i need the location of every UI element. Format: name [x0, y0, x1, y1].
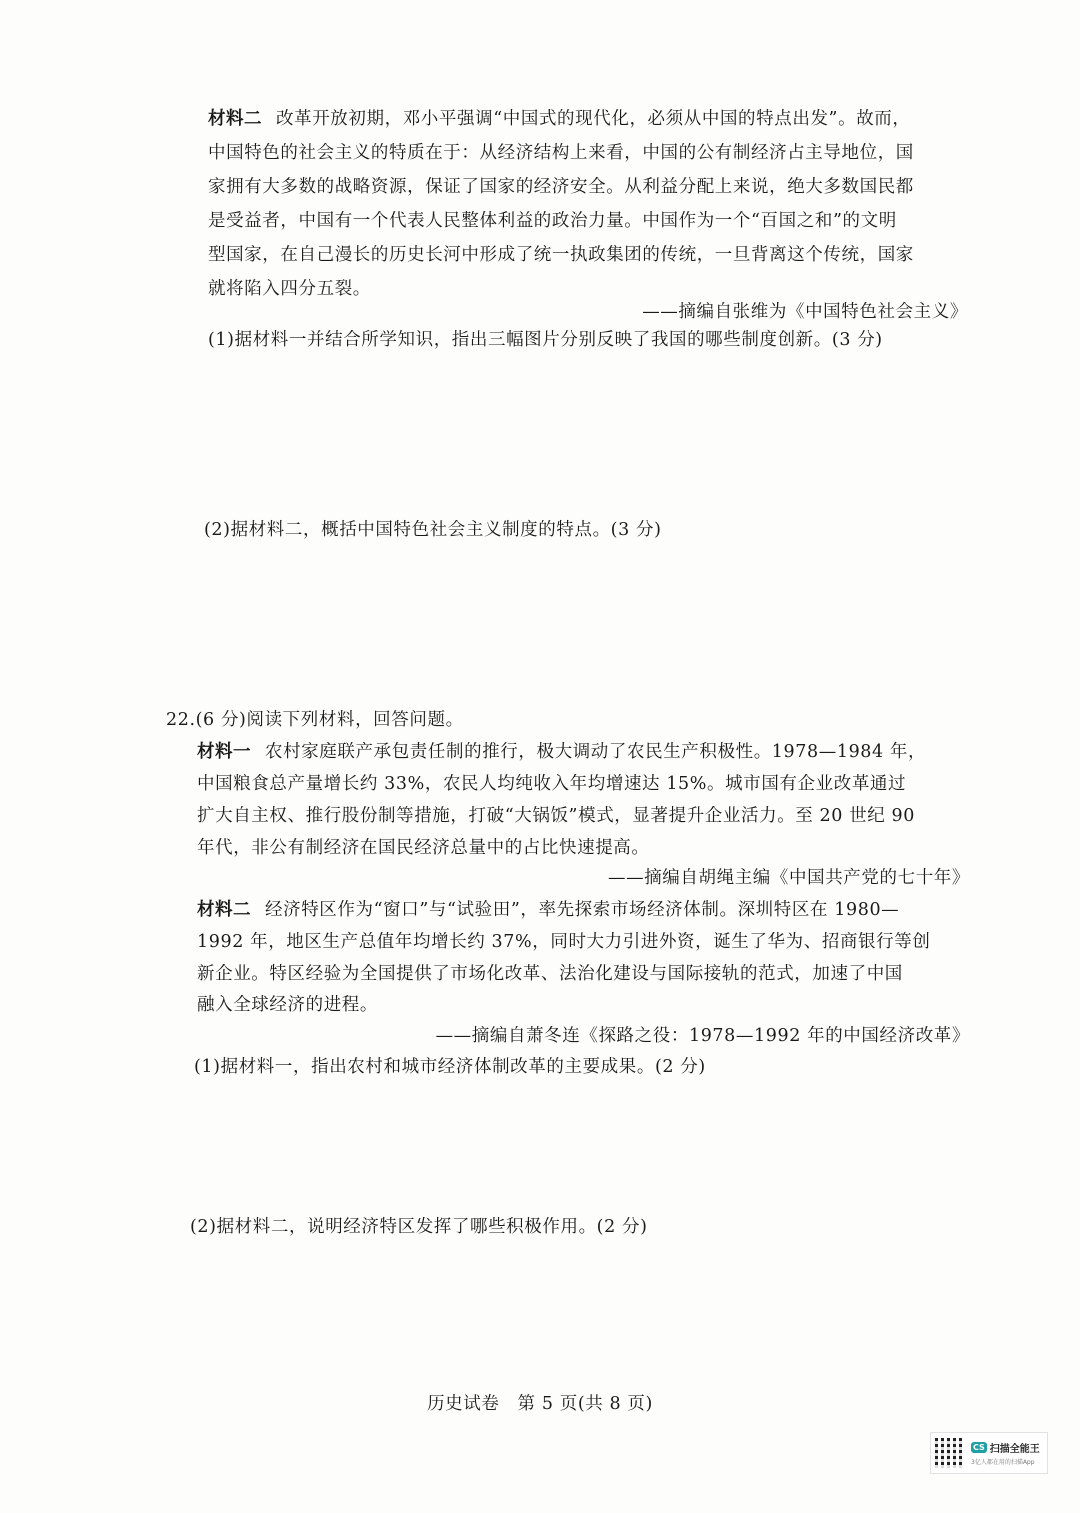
q21-m2-line-6: 就将陷入四分五裂。 [208, 279, 371, 299]
scanner-watermark [930, 1432, 1048, 1474]
q22-subquestion-1: (1)据材料一，指出农村和城市经济体制改革的主要成果。(2 分) [194, 1057, 706, 1077]
q21-subquestion-1: (1)据材料一并结合所学知识，指出三幅图片分别反映了我国的哪些制度创新。(3 分) [208, 330, 883, 350]
q22-m2-line-1: 材料二 经济特区作为“窗口”与“试验田”，率先探索市场经济体制。深圳特区在 1980— [197, 900, 900, 920]
q21-m2-line-1: 材料二 改革开放初期，邓小平强调“中国式的现代化，必须从中国的特点出发”。故而， [208, 109, 911, 129]
q21-m2-label: 材料二 [208, 109, 262, 129]
q21-m2-line-2: 中国特色的社会主义的特质在于：从经济结构上来看，中国的公有制经济占主导地位，国 [208, 143, 914, 163]
q22-m2-line-4: 融入全球经济的进程。 [197, 995, 378, 1015]
q21-m2-line-5: 型国家，在自己漫长的历史长河中形成了统一执政集团的传统，一旦背离这个传统，国家 [208, 245, 914, 265]
q22-m2-line-3: 新企业。特区经验为全国提供了市场化改革、法治化建设与国际接轨的范式，加速了中国 [197, 964, 903, 984]
q22-header: 22.(6 分)阅读下列材料，回答问题。 [166, 710, 464, 730]
q22-m2-line-2: 1992 年，地区生产总值年均增长约 37%，同时大力引进外资，诞生了华为、招商银行等创 [197, 932, 931, 952]
q22-m2-source: ——摘编自萧冬连《探路之役：1978—1992 年的中国经济改革》 [435, 1026, 970, 1046]
q22-m1-line-1: 材料一 农村家庭联产承包责任制的推行，极大调动了农民生产积极性。1978—1984 年， [197, 742, 927, 762]
q22-m1-line-2: 中国粮食总产量增长约 33%，农民人均纯收入年均增速达 15%。城市国有企业改革通过 [197, 774, 907, 794]
watermark-tagline: 3亿人都在用的扫描App [971, 1459, 1035, 1466]
q21-subquestion-2: (2)据材料二，概括中国特色社会主义制度的特点。(3 分) [204, 520, 662, 540]
q22-m1-line-4: 年代，非公有制经济在国民经济总量中的占比快速提高。 [197, 838, 650, 858]
camscanner-logo-icon: CS [973, 1443, 985, 1452]
page-footer: 历史试卷 第 5 页(共 8 页) [427, 1394, 653, 1414]
q22-m1-line-3: 扩大自主权、推行股份制等措施，打破“大锅饭”模式，显著提升企业活力。至 20 世纪 90 [197, 806, 916, 826]
q22-subquestion-2: (2)据材料二，说明经济特区发挥了哪些积极作用。(2 分) [190, 1217, 648, 1237]
q21-m2-line-4: 是受益者，中国有一个代表人民整体利益的政治力量。中国作为一个“百国之和”的文明 [208, 211, 897, 231]
q22-m1-label: 材料一 [197, 742, 251, 762]
watermark-app-name: 扫描全能王 [989, 1444, 1040, 1455]
q21-m2-line-3: 家拥有大多数的战略资源，保证了国家的经济安全。从利益分配上来说，绝大多数国民都 [208, 177, 914, 197]
q22-m1-source: ——摘编自胡绳主编《中国共产党的七十年》 [608, 868, 970, 888]
q22-m2-label: 材料二 [197, 900, 251, 920]
q21-m2-source: ——摘编自张维为《中国特色社会主义》 [642, 302, 968, 322]
qr-code-icon [935, 1438, 965, 1468]
